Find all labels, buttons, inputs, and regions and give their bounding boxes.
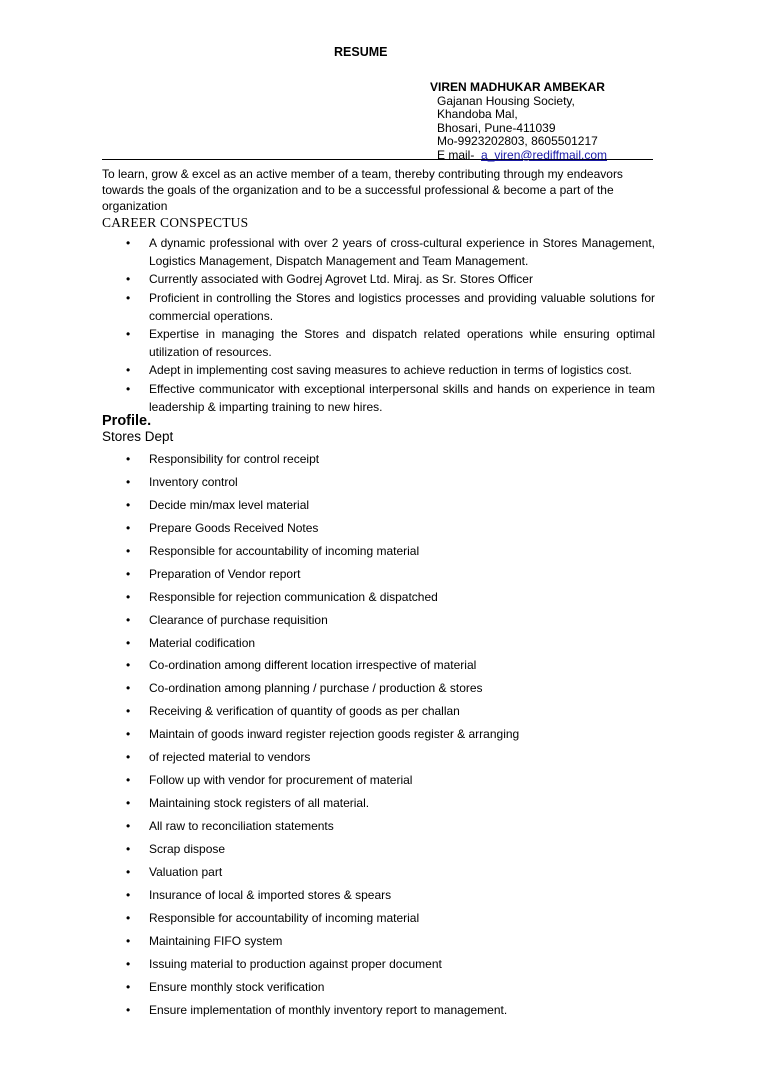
bullet-icon: • bbox=[126, 520, 131, 535]
bullet-icon: • bbox=[126, 327, 131, 342]
list-item-text: Preparation of Vendor report bbox=[149, 566, 301, 581]
bullet-icon: • bbox=[126, 796, 131, 811]
bullet-icon: • bbox=[126, 612, 131, 627]
career-conspectus-list bbox=[102, 234, 655, 416]
department-label: Stores Dept bbox=[102, 429, 174, 444]
list-item-text: Decide min/max level material bbox=[149, 497, 310, 512]
bullet-icon: • bbox=[126, 864, 131, 879]
address-line-3: Bhosari, Pune-411039 bbox=[437, 120, 556, 135]
bullet-icon: • bbox=[126, 727, 131, 742]
list-item-text: Insurance of local & imported stores & spears bbox=[149, 887, 392, 902]
bullet-icon: • bbox=[126, 773, 131, 788]
list-item bbox=[102, 726, 655, 749]
list-item bbox=[102, 818, 655, 841]
bullet-icon: • bbox=[126, 566, 131, 581]
list-item bbox=[102, 289, 655, 325]
list-item bbox=[102, 680, 655, 703]
career-conspectus-heading: CAREER CONSPECTUS bbox=[102, 215, 249, 230]
bullet-icon: • bbox=[126, 363, 131, 378]
list-item bbox=[102, 451, 655, 474]
list-item-text: Effective communicator with exceptional interpersonal skills and hands on experience in team leadership & imparting training to new hires. bbox=[149, 381, 655, 414]
bullet-icon: • bbox=[126, 474, 131, 489]
contact-block bbox=[430, 81, 607, 163]
bullet-icon: • bbox=[126, 452, 131, 466]
list-item bbox=[102, 361, 655, 379]
list-item bbox=[102, 325, 655, 361]
list-item-text: Responsible for rejection communication & dispatched bbox=[149, 589, 438, 604]
email-label: E mail- bbox=[437, 147, 475, 162]
bullet-icon: • bbox=[126, 589, 131, 604]
list-item-text: Clearance of purchase requisition bbox=[149, 612, 328, 627]
list-item-text: Expertise in managing the Stores and dispatch related operations while ensuring optimal utilization of resources. bbox=[149, 327, 655, 360]
bullet-icon: • bbox=[126, 933, 131, 948]
list-item-text: Material codification bbox=[149, 635, 256, 650]
list-item-text: Co-ordination among different location irrespective of material bbox=[149, 658, 477, 673]
list-item bbox=[102, 474, 655, 497]
list-item bbox=[102, 657, 655, 680]
list-item bbox=[102, 703, 655, 726]
bullet-icon: • bbox=[126, 704, 131, 719]
list-item bbox=[102, 566, 655, 589]
list-item bbox=[102, 841, 655, 864]
list-item bbox=[102, 749, 655, 772]
list-item-text: Follow up with vendor for procurement of material bbox=[149, 773, 413, 788]
bullet-icon: • bbox=[126, 635, 131, 650]
list-item bbox=[102, 772, 655, 795]
bullet-icon: • bbox=[126, 910, 131, 925]
bullet-icon: • bbox=[126, 497, 131, 512]
list-item-text: All raw to reconciliation statements bbox=[149, 819, 334, 833]
applicant-name: VIREN MADHUKAR AMBEKAR bbox=[430, 80, 605, 94]
address-line-2: Khandoba Mal, bbox=[437, 107, 518, 122]
list-item bbox=[102, 887, 655, 910]
list-item bbox=[102, 635, 655, 658]
list-item-text: Ensure implementation of monthly inventory report to management. bbox=[149, 1002, 508, 1017]
phone-numbers: Mo-9923202803, 8605501217 bbox=[437, 134, 598, 149]
list-item-text: Valuation part bbox=[149, 864, 223, 879]
list-item-text: Inventory control bbox=[149, 474, 238, 489]
email-line bbox=[430, 149, 607, 163]
list-item bbox=[102, 270, 655, 288]
list-item bbox=[102, 497, 655, 520]
list-item bbox=[102, 543, 655, 566]
profile-heading: Profile. bbox=[102, 413, 152, 429]
bullet-icon: • bbox=[126, 272, 131, 287]
bullet-icon: • bbox=[126, 236, 131, 250]
list-item bbox=[102, 612, 655, 635]
list-item bbox=[102, 589, 655, 612]
list-item bbox=[102, 520, 655, 543]
bullet-icon: • bbox=[126, 1002, 131, 1017]
list-item-text: Maintaining FIFO system bbox=[149, 933, 283, 948]
objective-statement: To learn, grow & excel as an active member of a team, thereby contributing through my endeavors towards the goals of the organization and to be a successful professional & become a part of the organization bbox=[102, 167, 623, 213]
list-item-text: Responsible for accountability of incoming material bbox=[149, 543, 420, 558]
list-item-text: Adept in implementing cost saving measures to achieve reduction in terms of logistics cost. bbox=[149, 363, 632, 378]
list-item-text: Co-ordination among planning / purchase / production & stores bbox=[149, 681, 483, 696]
list-item bbox=[102, 910, 655, 933]
list-item-text: of rejected material to vendors bbox=[149, 750, 311, 765]
email-link[interactable]: a_viren@rediffmail.com bbox=[481, 147, 608, 162]
list-item-text: Currently associated with Godrej Agrovet Ltd. Miraj. as Sr. Stores Officer bbox=[149, 272, 533, 287]
bullet-icon: • bbox=[126, 543, 131, 558]
list-item-text: Ensure monthly stock verification bbox=[149, 979, 325, 994]
list-item bbox=[102, 864, 655, 887]
list-item-text: Scrap dispose bbox=[149, 841, 226, 856]
list-item bbox=[102, 1002, 655, 1025]
address-line-1: Gajanan Housing Society, bbox=[437, 93, 575, 108]
list-item bbox=[102, 795, 655, 818]
header-divider bbox=[102, 159, 653, 160]
bullet-icon: • bbox=[126, 956, 131, 971]
list-item-text: Prepare Goods Received Notes bbox=[149, 520, 319, 535]
list-item-text: Responsibility for control receipt bbox=[149, 452, 320, 466]
list-item bbox=[102, 933, 655, 956]
document-title: RESUME bbox=[334, 45, 388, 59]
list-item-text: Maintaining stock registers of all material. bbox=[149, 796, 370, 811]
bullet-icon: • bbox=[126, 658, 131, 673]
list-item bbox=[102, 956, 655, 979]
bullet-icon: • bbox=[126, 290, 131, 305]
list-item-text: Maintain of goods inward register rejection goods register & arranging bbox=[149, 727, 520, 742]
list-item-text: Issuing material to production against proper document bbox=[149, 956, 442, 971]
list-item-text: Proficient in controlling the Stores and logistics processes and providing valuable solutions for commercial operations. bbox=[149, 290, 655, 323]
bullet-icon: • bbox=[126, 750, 131, 765]
list-item bbox=[102, 380, 655, 416]
list-item bbox=[102, 234, 655, 270]
list-item bbox=[102, 979, 655, 1002]
bullet-icon: • bbox=[126, 887, 131, 902]
list-item-text: A dynamic professional with over 2 years of cross-cultural experience in Stores Management, Logistics Management, Dispatch Management and Team Management. bbox=[149, 236, 655, 269]
list-item-text: Responsible for accountability of incoming material bbox=[149, 910, 420, 925]
list-item-text: Receiving & verification of quantity of goods as per challan bbox=[149, 704, 460, 719]
bullet-icon: • bbox=[126, 681, 131, 696]
bullet-icon: • bbox=[126, 381, 131, 396]
bullet-icon: • bbox=[126, 819, 131, 833]
profile-duties-list bbox=[102, 451, 655, 1024]
bullet-icon: • bbox=[126, 979, 131, 994]
bullet-icon: • bbox=[126, 841, 131, 856]
